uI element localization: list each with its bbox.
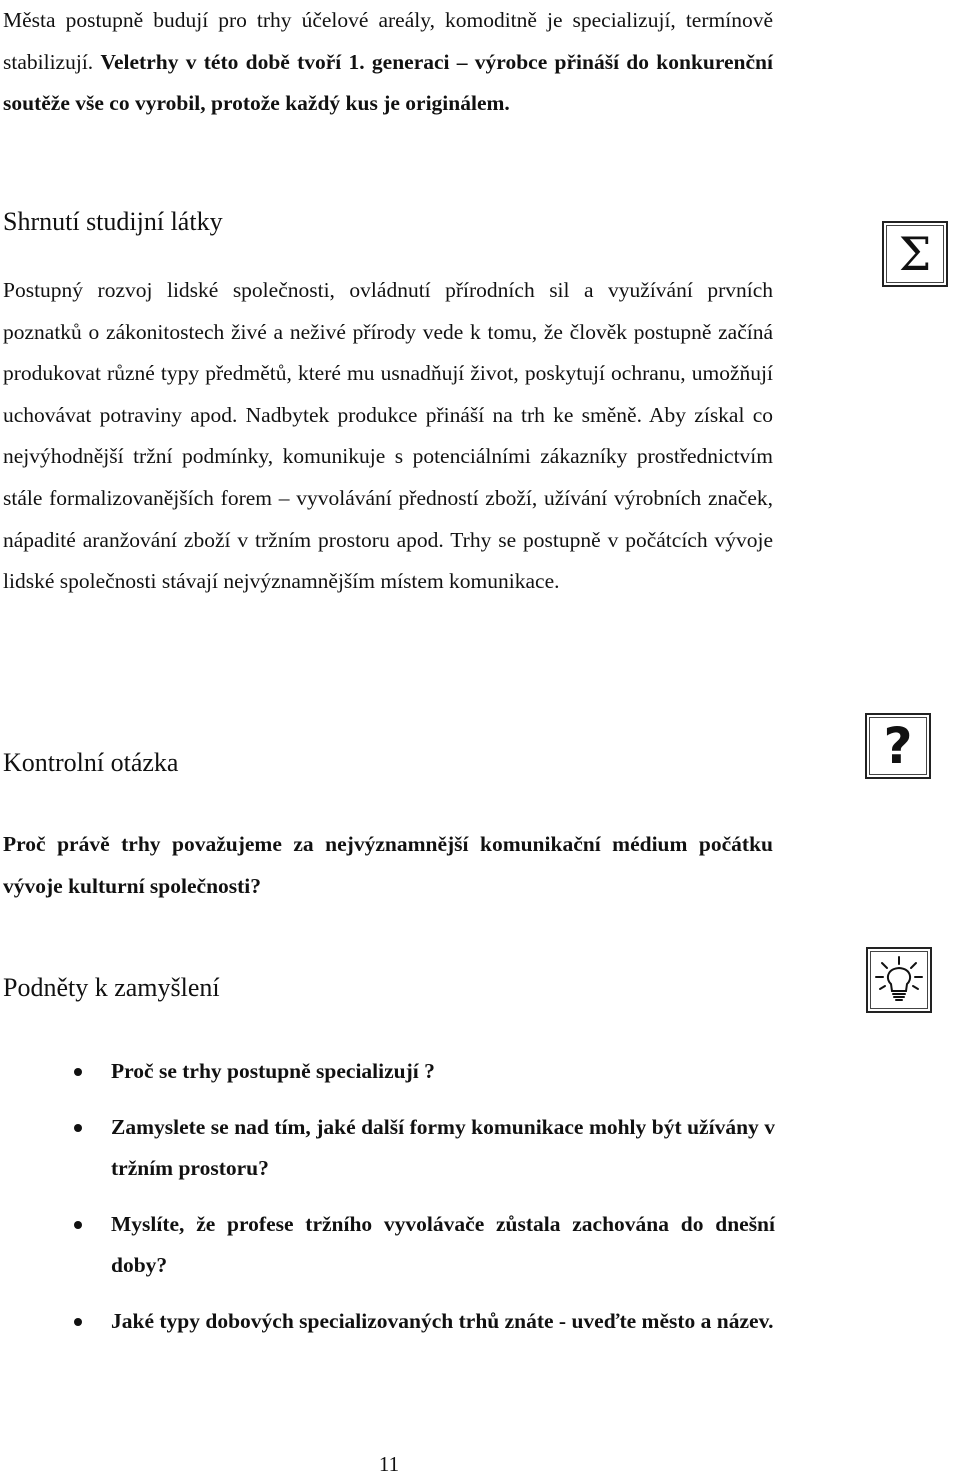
summary-paragraph: Postupný rozvoj lidské společnosti, ovládnutí přírodních sil a využívání prvních poznatků o zákonitostech živé a neživé přírody vede k tomu, že člověk postupně začíná produkovat různé typy předmětů, které mu usnadňují život, poskytují ochranu, umožňují uchovávat potraviny apod. Nadbytek produkce přináší na trh ke směně. Aby získal co nejvýhodnější tržní podmínky, komunikuje s potenciálními zákazníky prostřednictvím stále formalizovanějších forem – vyvolávání předností zboží, užívání výrobních značek, nápadité aranžování zboží v tržním prostoru apod. Trhy se postupně v počátcích vývoje lidské společnosti stávají nejvýznamnějším místem komunikace. [3, 278, 773, 594]
bullet-icon [74, 1318, 82, 1326]
reflection-list [0, 1051, 775, 1357]
intro-text-bold: Veletrhy v této době tvoří 1. generaci – výrobce přináší do konkurenční soutěže vše co vyrobil, protože každý kus je originálem. [3, 49, 773, 116]
reflection-heading: Podněty k zamyšlení [3, 973, 220, 1002]
list-item [0, 1051, 775, 1093]
sigma-icon: Σ [882, 221, 948, 287]
list-item-text: Zamyslete se nad tím, jaké další formy komunikace mohly být užívány v tržním prostoru? [111, 1114, 775, 1181]
lightbulb-drawing [873, 954, 925, 1006]
control-question-text: Proč právě trhy považujeme za nejvýznamnější komunikační médium počátku vývoje kulturní společnosti? [3, 832, 773, 898]
control-question-heading: Kontrolní otázka [3, 748, 179, 777]
bullet-icon [74, 1221, 82, 1229]
lightbulb-icon [866, 947, 932, 1013]
list-item [0, 1204, 775, 1287]
list-item-text: Jaké typy dobových specializovaných trhů znáte - uveďte město a název. [111, 1308, 774, 1333]
summary-heading: Shrnutí studijní látky [3, 207, 223, 236]
page-number: 11 [378, 1452, 400, 1476]
list-item [0, 1301, 775, 1343]
bullet-icon [74, 1124, 82, 1132]
list-item-text: Myslíte, že profese tržního vyvolávače zůstala zachována do dnešní doby? [111, 1211, 775, 1278]
bullet-icon [74, 1068, 82, 1076]
intro-text-regular: Města postupně budují pro trhy účelové areály, komoditně je specializují, termínově stabilizují. [3, 8, 773, 74]
list-item-text: Proč se trhy postupně specializují ? [111, 1059, 435, 1083]
question-mark-icon: ? [865, 713, 931, 779]
intro-paragraph [3, 0, 773, 125]
list-item [0, 1107, 775, 1190]
